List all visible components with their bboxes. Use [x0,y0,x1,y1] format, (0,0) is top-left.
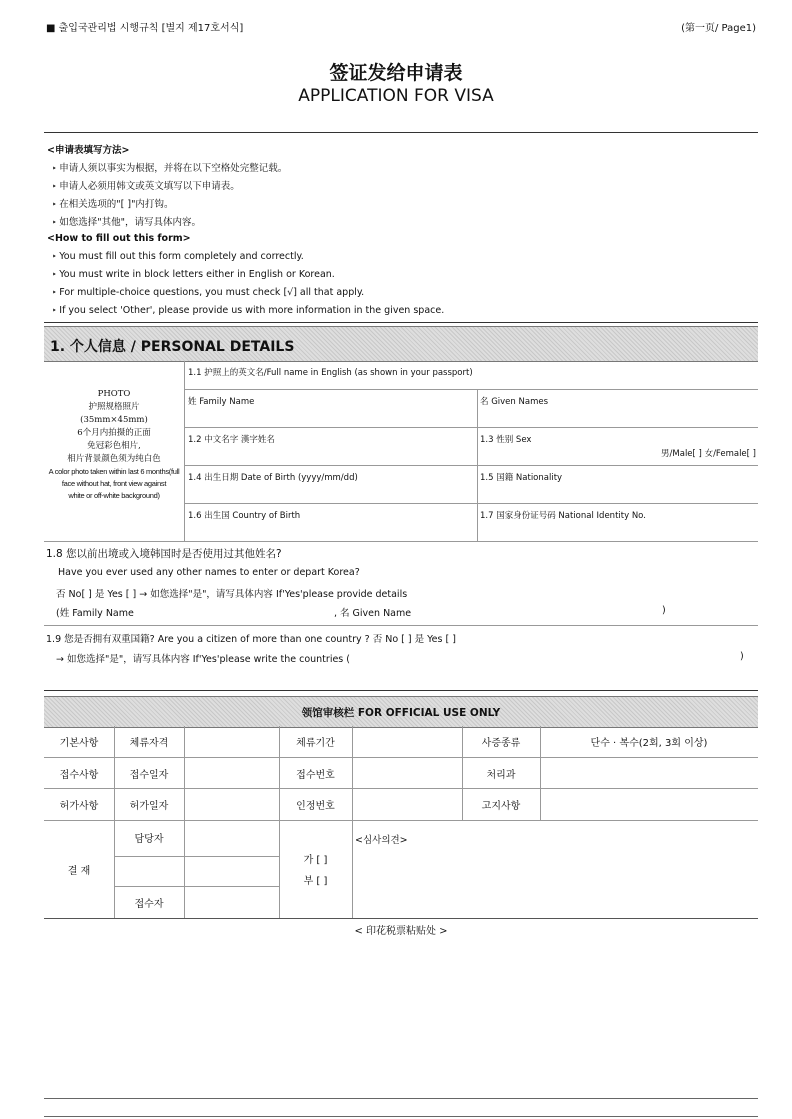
divider [44,690,758,691]
grid-line [44,788,758,789]
official-status-of-stay: 체류자격 [129,738,169,749]
nationality-field[interactable]: 1.5 国籍 Nationality [480,473,563,483]
form-reference: ■ 출입국관리법 시행규칙 [별지 제17호서식] [46,23,244,34]
divider [44,1116,758,1117]
official-visa-type: 사증종류 [481,738,521,749]
divider [44,1098,758,1099]
family-name-field[interactable]: 姓 Family Name [188,397,255,407]
official-approval-number: 인정번호 [296,801,335,812]
grid-line [114,886,279,887]
grid-line [44,541,758,542]
official-approval: 결 재 [67,866,91,877]
stamp-placement: < 印花税票粘贴处 > [354,926,448,937]
photo-area[interactable] [44,388,184,502]
grid-line [184,427,758,428]
official-receipt-info: 접수사항 [59,770,99,781]
sex-checkboxes[interactable]: 男/Male[ ] 女/Female[ ] [661,449,756,459]
official-receiver: 접수자 [134,899,164,910]
date-of-birth-field[interactable]: 1.4 出生日期 Date of Birth (yyyy/mm/dd) [188,473,358,483]
instruction-item: ‣ You must fill out this form completely and correctly. [52,251,304,262]
sex-label: 1.3 性别 Sex [480,435,532,445]
paren-close: ) [740,651,744,662]
question-1-8-en: Have you ever used any other names to enter or depart Korea? [58,567,360,578]
official-permit-info: 허가사항 [59,801,99,812]
grid-line [184,465,758,466]
grid-line [44,918,758,919]
grid-line [279,726,280,918]
photo-label: 相片背景颜色须为纯白色 [67,454,161,464]
photo-label: PHOTO [97,389,131,399]
grid-line [44,757,758,758]
grid-line [184,361,185,541]
official-processing-dept: 처리과 [486,770,516,781]
photo-label: (35mm×45mm) [80,415,148,425]
official-period-of-stay: 체류기간 [296,738,335,749]
official-receipt-number: 접수번호 [296,770,335,781]
photo-label: face without hat, front view against [61,479,167,488]
paren-close: ) [662,605,666,616]
photo-label: 6个月内拍摄的正面 [77,428,151,438]
dual-citizenship-countries-field[interactable]: → 如您选择"是"，请写具体内容 If'Yes'please write the countries ( [56,654,350,665]
grid-line [114,726,115,918]
photo-label: white or off-white background) [68,491,160,500]
grid-line [352,726,353,918]
photo-label: 护照规格照片 [88,402,140,412]
section-title-personal: 1. 个人信息 / PERSONAL DETAILS [50,339,295,355]
other-given-name-field[interactable]: , 名 Given Name [334,608,412,619]
field-label-full-name: 1.1 护照上的英文名/Full name in English (as shown in your passport) [188,368,473,378]
page-number: (第一页/ Page1) [681,23,756,34]
chinese-name-field[interactable]: 1.2 中文名字 漢字姓名 [188,435,275,445]
official-title: 领馆审核栏 FOR OFFICIAL USE ONLY [301,707,501,719]
other-family-name-field[interactable]: (姓 Family Name [56,608,134,619]
title-chinese: 签证发给申请表 [329,62,463,84]
instruction-item: ‣ 如您选择"其他"，请写具体内容。 [52,214,201,228]
grid-line [114,856,279,857]
grid-line [44,820,758,821]
official-officer: 담당자 [134,834,164,845]
official-visa-entries: 단수 · 복수(2회, 3회 이상) [590,738,708,749]
grid-line [184,726,185,918]
grid-line [44,625,758,626]
national-id-field[interactable]: 1.7 国家身份证号码 National Identity No. [480,511,646,521]
official-reject-checkbox[interactable]: 부 [ ] [303,876,328,887]
question-1-8-options[interactable]: 否 No[ ] 是 Yes [ ] → 如您选择"是"，请写具体内容 If'Yes'please provide details [56,589,408,600]
photo-label: A color photo taken within last 6 months(full [48,467,180,476]
instruction-item: ‣ 在相关选项的"[ ]"内打钩。 [52,196,173,210]
country-of-birth-field[interactable]: 1.6 出生国 Country of Birth [188,511,301,521]
official-review-opinion: <심사의견> [355,835,408,846]
photo-label: 免冠彩色相片, [87,441,141,451]
divider [44,322,758,323]
instruction-item: ‣ For multiple-choice questions, you must check [√] all that apply. [52,287,364,298]
official-basic-info: 기본사항 [59,738,99,749]
question-1-9[interactable]: 1.9 您是否拥有双重国籍? Are you a citizen of more than one country ? 否 No [ ] 是 Yes [ ] [46,634,456,645]
title-english: APPLICATION FOR VISA [298,86,494,106]
given-names-field[interactable]: 名 Given Names [480,397,549,407]
instruction-item: ‣ You must write in block letters either in English or Korean. [52,269,335,280]
official-approve-checkbox[interactable]: 가 [ ] [303,855,328,866]
instruction-item: ‣ 申请人须以事实为根据，并将在以下空格处完整记载。 [52,160,287,174]
grid-line [184,389,758,390]
official-notice: 고지사항 [481,801,521,812]
instruction-item: ‣ 申请人必须用韩文或英文填写以下申请表。 [52,178,240,192]
instructions-heading-en: <How to fill out this form> [47,233,191,244]
divider [44,132,758,133]
official-receipt-date: 접수일자 [129,770,169,781]
instructions-heading-zh: <申请表填写方法> [47,145,130,156]
question-1-8-zh: 1.8 您以前出境或入境韩国时是否使用过其他姓名? [46,548,282,560]
official-permit-date: 허가일자 [129,801,169,812]
instruction-item: ‣ If you select 'Other', please provide us with more information in the given space. [52,305,444,316]
grid-line [184,503,758,504]
